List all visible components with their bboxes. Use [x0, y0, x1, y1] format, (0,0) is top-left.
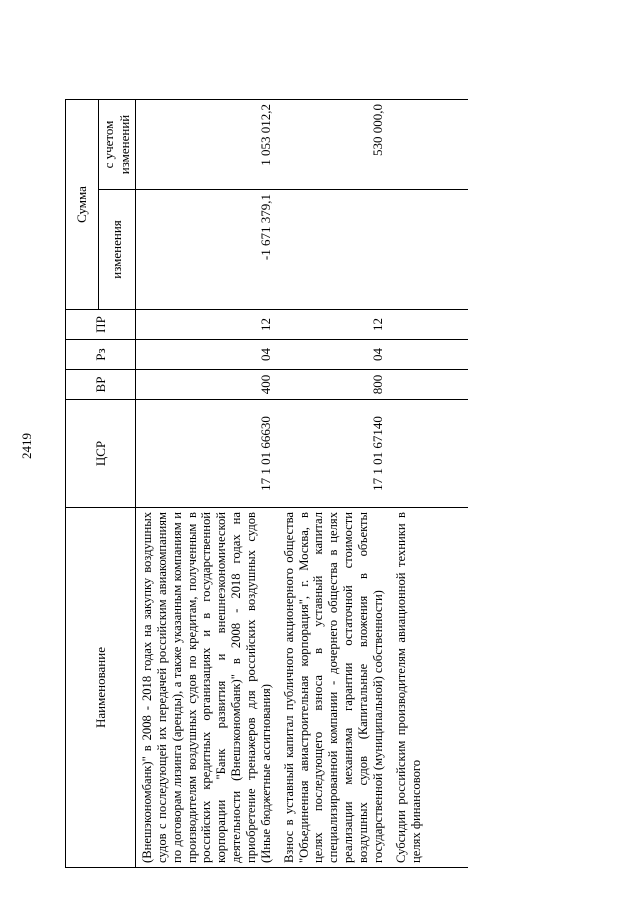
row-pr: 12	[278, 310, 390, 340]
row-with-changes: 530 000,0	[278, 100, 390, 190]
header-with-changes: с учетом изменений	[99, 100, 136, 190]
header-vr: ВР	[66, 370, 136, 400]
row-pr	[390, 310, 468, 340]
row-csr: 17 1 01 66630	[136, 400, 278, 508]
budget-table	[65, 99, 468, 868]
row-pr: 12	[136, 310, 278, 340]
row-changes	[278, 190, 390, 310]
row-name: Взнос в уставный капитал публичного акционерного общества "Объединенная авиастроительная корпорация", г. Москва, в целях последующего взноса в уставный капитал специализированной компании - дочернего общества в целях реализации механизма гарантии остаточной стоимости воздушных судов (Капитальные вложения в объекты государственной (муниципальной) собственности)	[278, 508, 390, 868]
row-csr	[390, 400, 468, 508]
table-row	[278, 100, 390, 868]
row-csr: 17 1 01 67140	[278, 400, 390, 508]
row-changes	[390, 190, 468, 310]
row-with-changes: 1 053 012,2	[136, 100, 278, 190]
row-vr	[390, 370, 468, 400]
header-csr: ЦСР	[66, 400, 136, 508]
header-name: Наименование	[66, 508, 136, 868]
table-row	[136, 100, 278, 868]
header-sum: Сумма	[66, 100, 99, 310]
header-rz: Рз	[66, 340, 136, 370]
header-pr: ПР	[66, 310, 136, 340]
row-rz	[390, 340, 468, 370]
row-rz: 04	[278, 340, 390, 370]
row-vr: 800	[278, 370, 390, 400]
row-with-changes	[390, 100, 468, 190]
row-name: (Внешэкономбанк)" в 2008 - 2018 годах на закупку воздушных судов с последующей их передачей российским авиакомпаниям по договорам лизинга (аренды), а также указанным компаниям и производителям воздушных судов по кредитам, полученным в российских кредитных организациях и в государственной корпорации "Банк развития и внешнеэкономической деятельности (Внешэкономбанк)" в 2008 - 2018 годах на приобретение тренажеров для российских воздушных судов (Иные бюджетные ассигнования)	[136, 508, 278, 868]
header-changes: изменения	[99, 190, 136, 310]
row-changes: -1 671 379,1	[136, 190, 278, 310]
table-row	[390, 100, 468, 868]
row-name: Субсидии российским производителям авиационной техники в целях финансового	[390, 508, 468, 868]
row-rz: 04	[136, 340, 278, 370]
page-number: 2419	[19, 433, 34, 459]
row-vr: 400	[136, 370, 278, 400]
